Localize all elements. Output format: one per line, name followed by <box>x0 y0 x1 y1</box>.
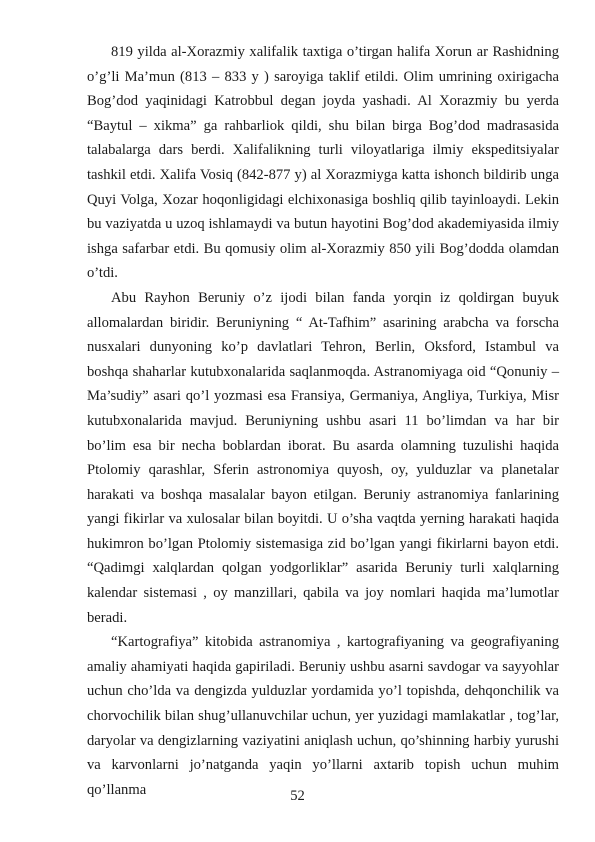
paragraph-kartografiya: “Kartografiya” kitobida astranomiya , kartografiyaning va geografiyaning amaliy ahamiyati haqida gapiriladi. Beruniy ushbu asarni savdogar va sayyohlar uchun cho’lda va dengizda yulduzlar yordamida yo’l topishda, dehqonchilik va chorvochilik bilan shug’ullanuvchilar uchun, yer yuzidagi mamlakatlar , tog’lar, daryolar va dengizlarning vaziyatini aniqlash uchun, qo’shinning harbiy yurushi va karvonlarni jo’natganda yaqin yo’llarni axtarib topish uchun muhim qo’llanma <box>87 634 559 798</box>
page-number: 52 <box>290 788 305 804</box>
paragraph-al-xorazmiy: 819 yilda al-Xorazmiy xalifalik taxtiga o’tirgan halifa Xorun ar Rashidning o’g’li Ma’mun (813 – 833 y ) saroyiga taklif etildi. Olim umrining oxirigacha Bog’dod yaqinidagi Katrobbul degan joyda yashadi. Al Xorazmiy bu yerda “Baytul – xikma” ga rahbarliok qildi, shu bilan birga Bog’dod madrasasida talabalarga dars berdi. Xalifalikning turli viloyatlariga ilmiy ekspeditsiyalar tashkil etdi. Xalifa Vosiq (842-877 y) al Xorazmiyga katta ishonch bildirib unga Quyi Volga, Xozar hoqonligidagi elchixonasiga boshliq qilib tayinloaydi. Lekin bu vaziyatda u uzoq ishlamaydi va butun hayotini Bog’dod akademiyasida ilmiy ishga safarbar etdi. Bu qomusiy olim al-Xorazmiy 850 yili Bog’dodda olamdan o’tdi. <box>87 44 559 282</box>
paragraph-beruniy: Abu Rayhon Beruniy o’z ijodi bilan fanda yorqin iz qoldirgan buyuk allomalardan biridir. Beruniyning “ At-Tafhim” asarining arabcha va forscha nusxalari dunyoning ko’p davlatlari Tehron, Berlin, Oksford, Istambul va boshqa shaharlar kutubxonalarida saqlanmoqda. Astranomiyaga oid “Qonuniy – Ma’sudiy” asari qo’l yozmasi esa Fransiya, Germaniya, Angliya, Turkiya, Misr kutubxonalarida mavjud. Beruniyning ushbu asari 11 bo’limdan va har bir bo’lim esa bir necha boblardan iborat. Bu asarda olamning tuzulishi haqida Ptolomiy qarashlar, Sferin astronomiya quyosh, oy, yulduzlar va planetalar harakati va boshqa masalalar bayon etilgan. Beruniy astranomiya fanlarining yangi fikirlar va xulosalar bilan boyitdi. U o’sha vaqtda yerning harakati haqida hukimron bo’lgan Ptolomiy sistemasiga zid bo’lgan yangi fikirlarni bayon etdi. “Qadimgi xalqlardan qolgan yodgorliklar” asarida Beruniy turli xalqlarning kalendar sistemasi , oy manzillari, qabila va joy nomlari haqida ma’lumotlar beradi. <box>87 289 559 626</box>
page-body <box>87 40 559 802</box>
